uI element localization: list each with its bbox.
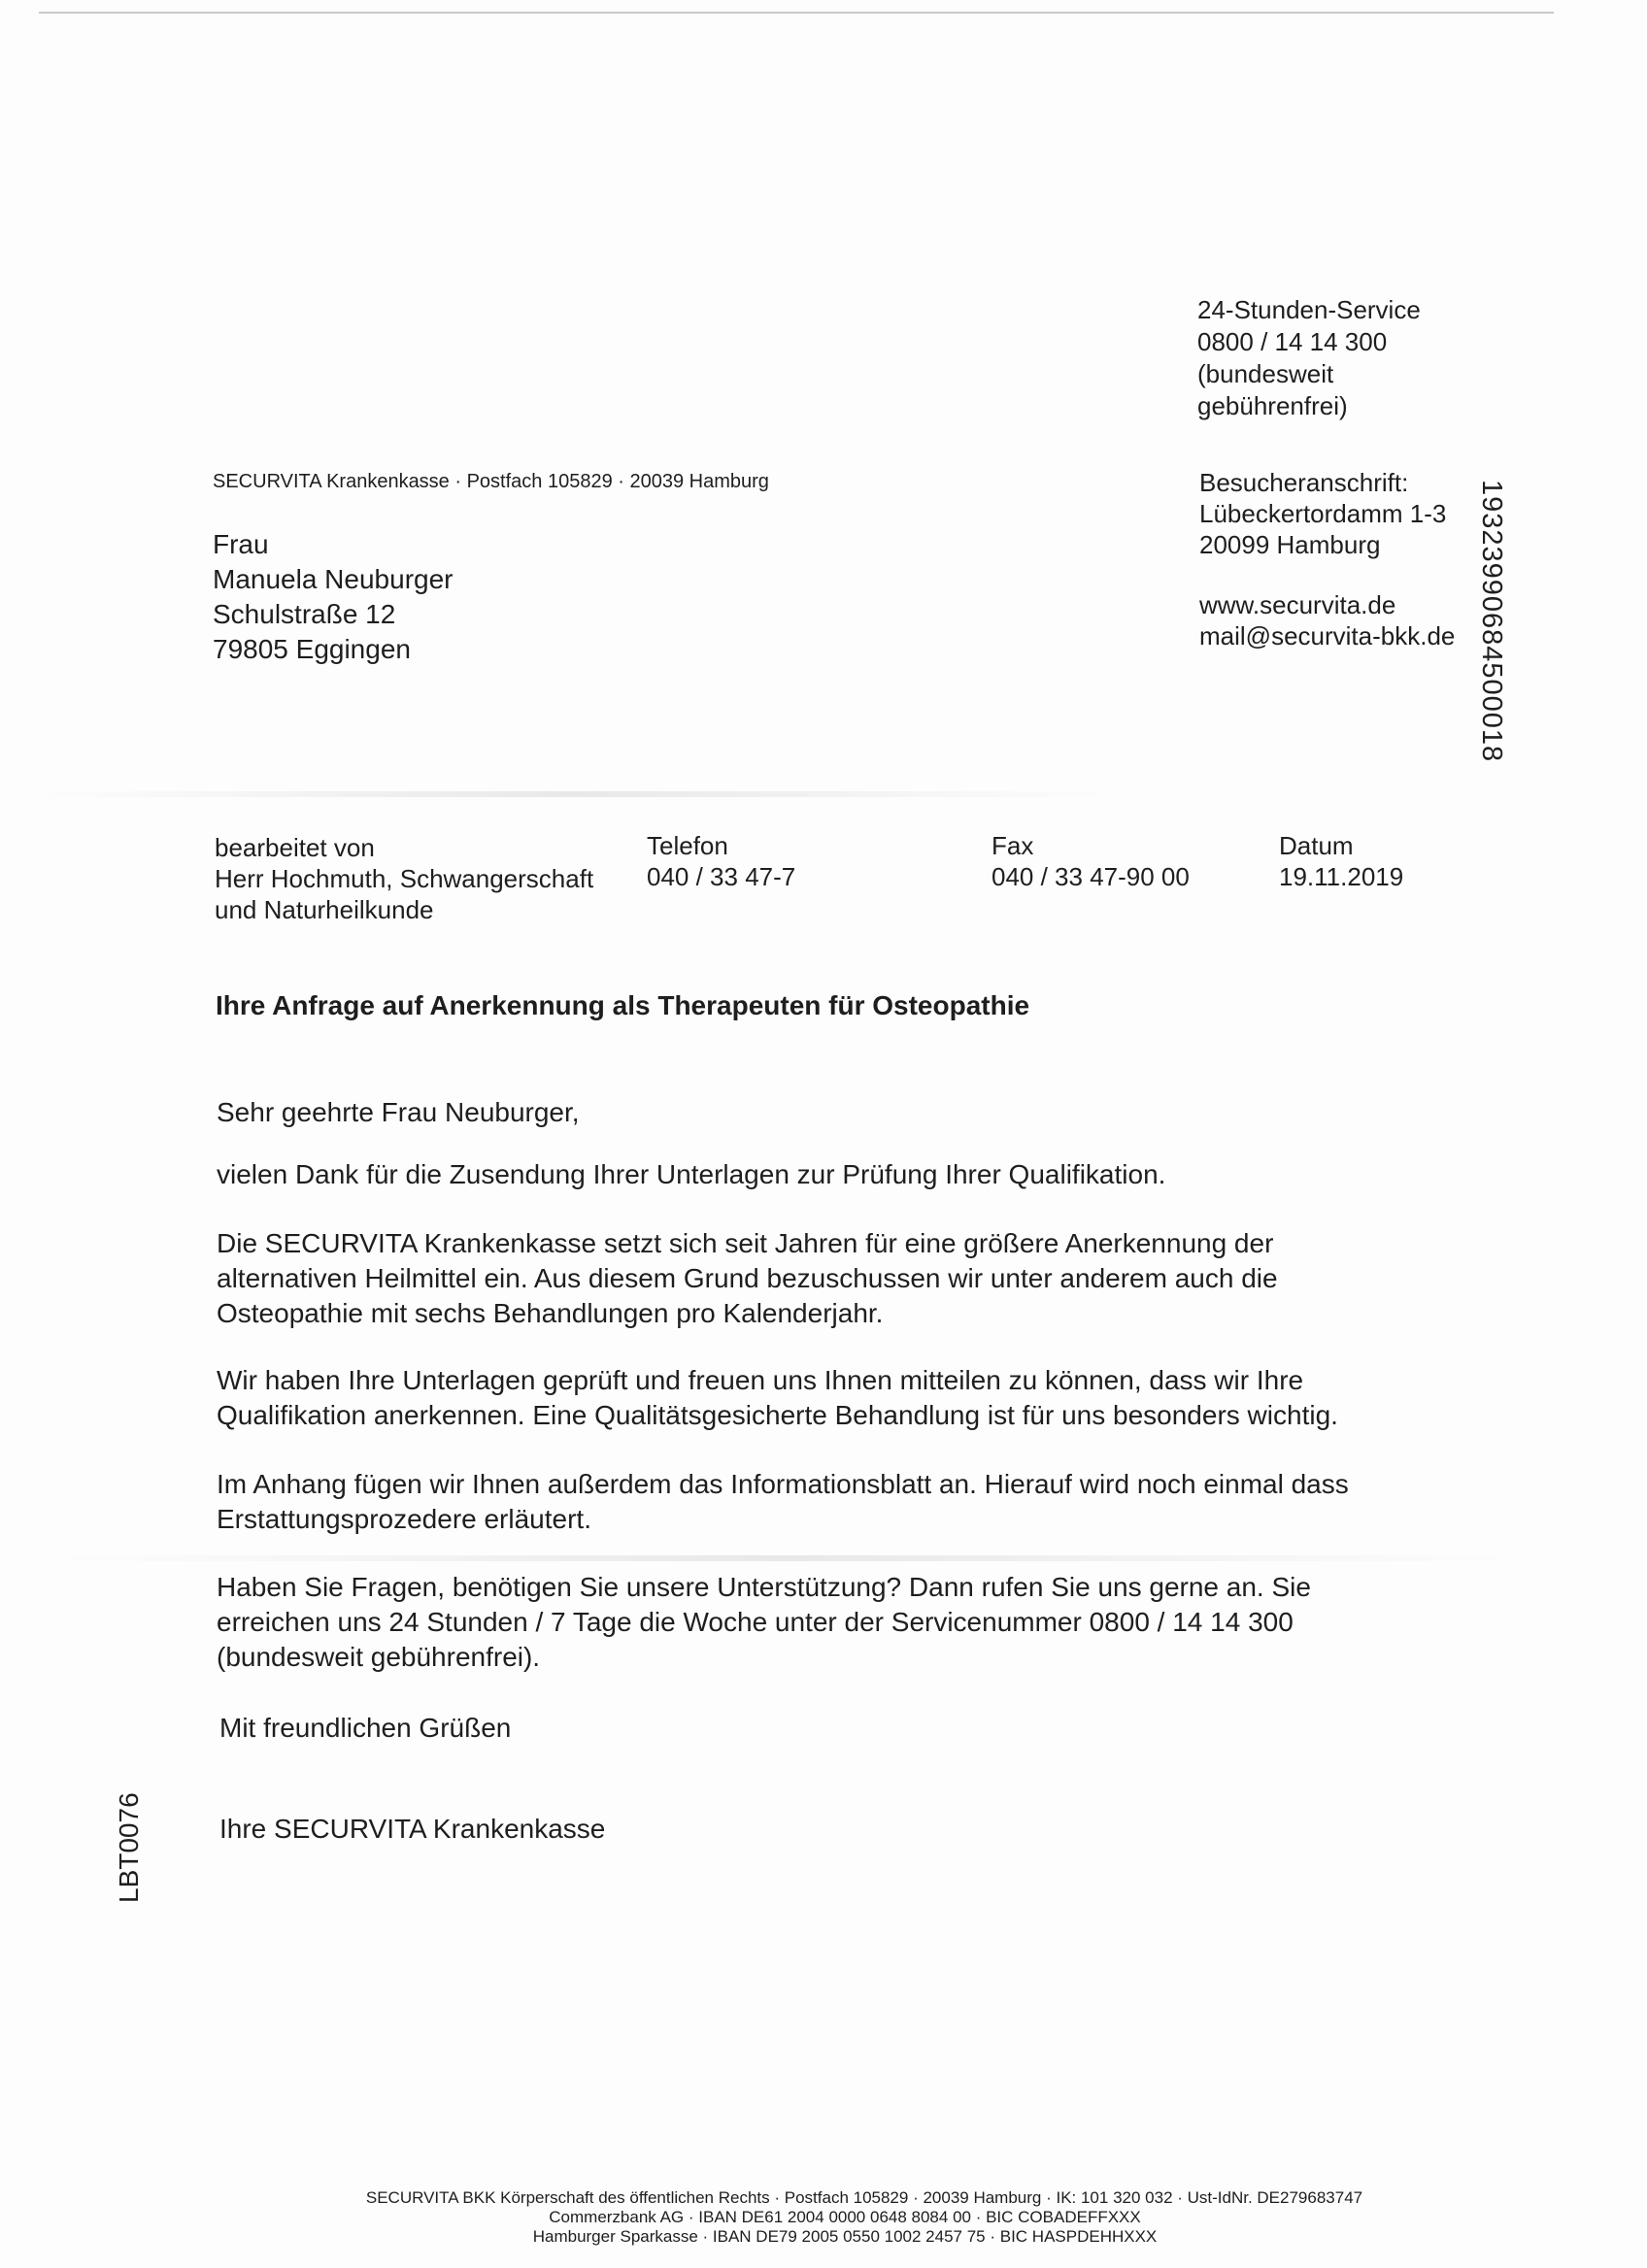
service-hotline-block [1197,294,1421,422]
letter-footer [262,2188,1428,2247]
paragraph-line: Qualifikation anerkennen. Eine Qualitätsgesicherte Behandlung ist für uns besonders wichtig. [217,1400,1338,1430]
reference-number: 1932399068450001​8 [1476,480,1507,763]
phone-number: 040 / 33 47-7 [647,862,796,891]
web-contact [1199,589,1455,651]
paragraph-line: Die SECURVITA Krankenkasse setzt sich seit Jahren für eine größere Anerkennung der [217,1228,1274,1258]
paragraph-line: Wir haben Ihre Unterlagen geprüft und freuen uns Ihnen mitteilen zu können, dass wir Ihre [217,1365,1304,1395]
date-info [1279,830,1403,892]
body-paragraph [217,1570,1311,1675]
service-note: (bundesweit [1197,359,1334,388]
body-paragraph [217,1157,1165,1192]
editor-department: und Naturheilkunde [215,895,434,924]
date-label: Datum [1279,831,1354,860]
footer-bank-commerzbank: Commerzbank AG · IBAN DE61 2004 0000 0648 8084 00 · BIC COBADEFFXXX [549,2208,1141,2226]
body-paragraph [217,1363,1338,1433]
recipient-address [213,527,454,667]
scan-artifact [58,1555,1515,1561]
letter-subject: Ihre Anfrage auf Anerkennung als Therapeuten für Osteopathie [216,990,1030,1020]
service-title: 24-Stunden-Service [1197,295,1421,324]
footer-legal: SECURVITA BKK Körperschaft des öffentlichen Rechts · Postfach 105829 · 20039 Hamburg · IK: 101 320 032 · Ust-IdNr. DE279683747 [365,2188,1363,2207]
recipient-street: Schulstraße 12 [213,599,396,629]
body-paragraph [217,1226,1278,1331]
body-paragraph [217,1467,1349,1537]
paragraph-line: Haben Sie Fragen, benötigen Sie unsere Unterstützung? Dann rufen Sie uns gerne an. Sie [217,1572,1311,1602]
visitor-address [1199,467,1446,560]
email-link[interactable]: mail@securvita-bkk.de [1199,621,1456,650]
recipient-name: Manuela Neuburger [213,564,454,594]
service-phone: 0800 / 14 14 300 [1197,327,1388,356]
sender-return-address: SECURVITA Krankenkasse · Postfach 105829 · 20039 Hamburg [213,471,769,492]
footer-bank-sparkasse: Hamburger Sparkasse · IBAN DE79 2005 0550 1002 2457 75 · BIC HASPDEHHXXX [532,2227,1158,2246]
visitor-address-label: Besucheranschrift: [1199,468,1409,497]
paragraph-line: vielen Dank für die Zusendung Ihrer Unterlagen zur Prüfung Ihrer Qualifikation. [217,1159,1166,1189]
editor-label: bearbeitet von [215,833,375,862]
paragraph-line: alternativen Heilmittel ein. Aus diesem Grund bezuschussen wir unter anderem auch die [217,1263,1278,1293]
visitor-address-city: 20099 Hamburg [1199,530,1381,559]
phone-label: Telefon [647,831,728,860]
letter-signature: Ihre SECURVITA Krankenkasse [219,1814,606,1844]
paragraph-line: Osteopathie mit sechs Behandlungen pro Kalenderjahr. [217,1298,884,1328]
scan-artifact [39,791,1107,797]
visitor-address-street: Lübeckertordamm 1-3 [1199,499,1447,528]
letter-closing: Mit freundlichen Grüßen [219,1713,512,1743]
paragraph-line: Im Anhang fügen wir Ihnen außerdem das Informationsblatt an. Hierauf wird noch einmal dass [217,1469,1349,1499]
editor-info [215,832,593,925]
fax-number: 040 / 33 47-90 00 [992,862,1190,891]
editor-name: Herr Hochmuth, Schwangerschaft [215,864,594,893]
fax-info [992,830,1190,892]
form-code: LBT0076 [114,1792,144,1903]
fax-label: Fax [992,831,1034,860]
letter-salutation: Sehr geehrte Frau Neuburger, [217,1097,580,1127]
scan-top-edge [39,12,1554,14]
paragraph-line: erreichen uns 24 Stunden / 7 Tage die Woche unter der Servicenummer 0800 / 14 14 300 [217,1607,1294,1637]
phone-info [647,830,795,892]
letter-date: 19.11.2019 [1279,862,1404,891]
recipient-city: 79805 Eggingen [213,634,411,664]
paragraph-line: (bundesweit gebührenfrei). [217,1642,541,1672]
service-note: gebührenfrei) [1197,391,1348,420]
website-link[interactable]: www.securvita.de [1199,590,1396,619]
recipient-salutation: Frau [213,529,269,559]
paragraph-line: Erstattungsprozedere erläutert. [217,1504,591,1534]
